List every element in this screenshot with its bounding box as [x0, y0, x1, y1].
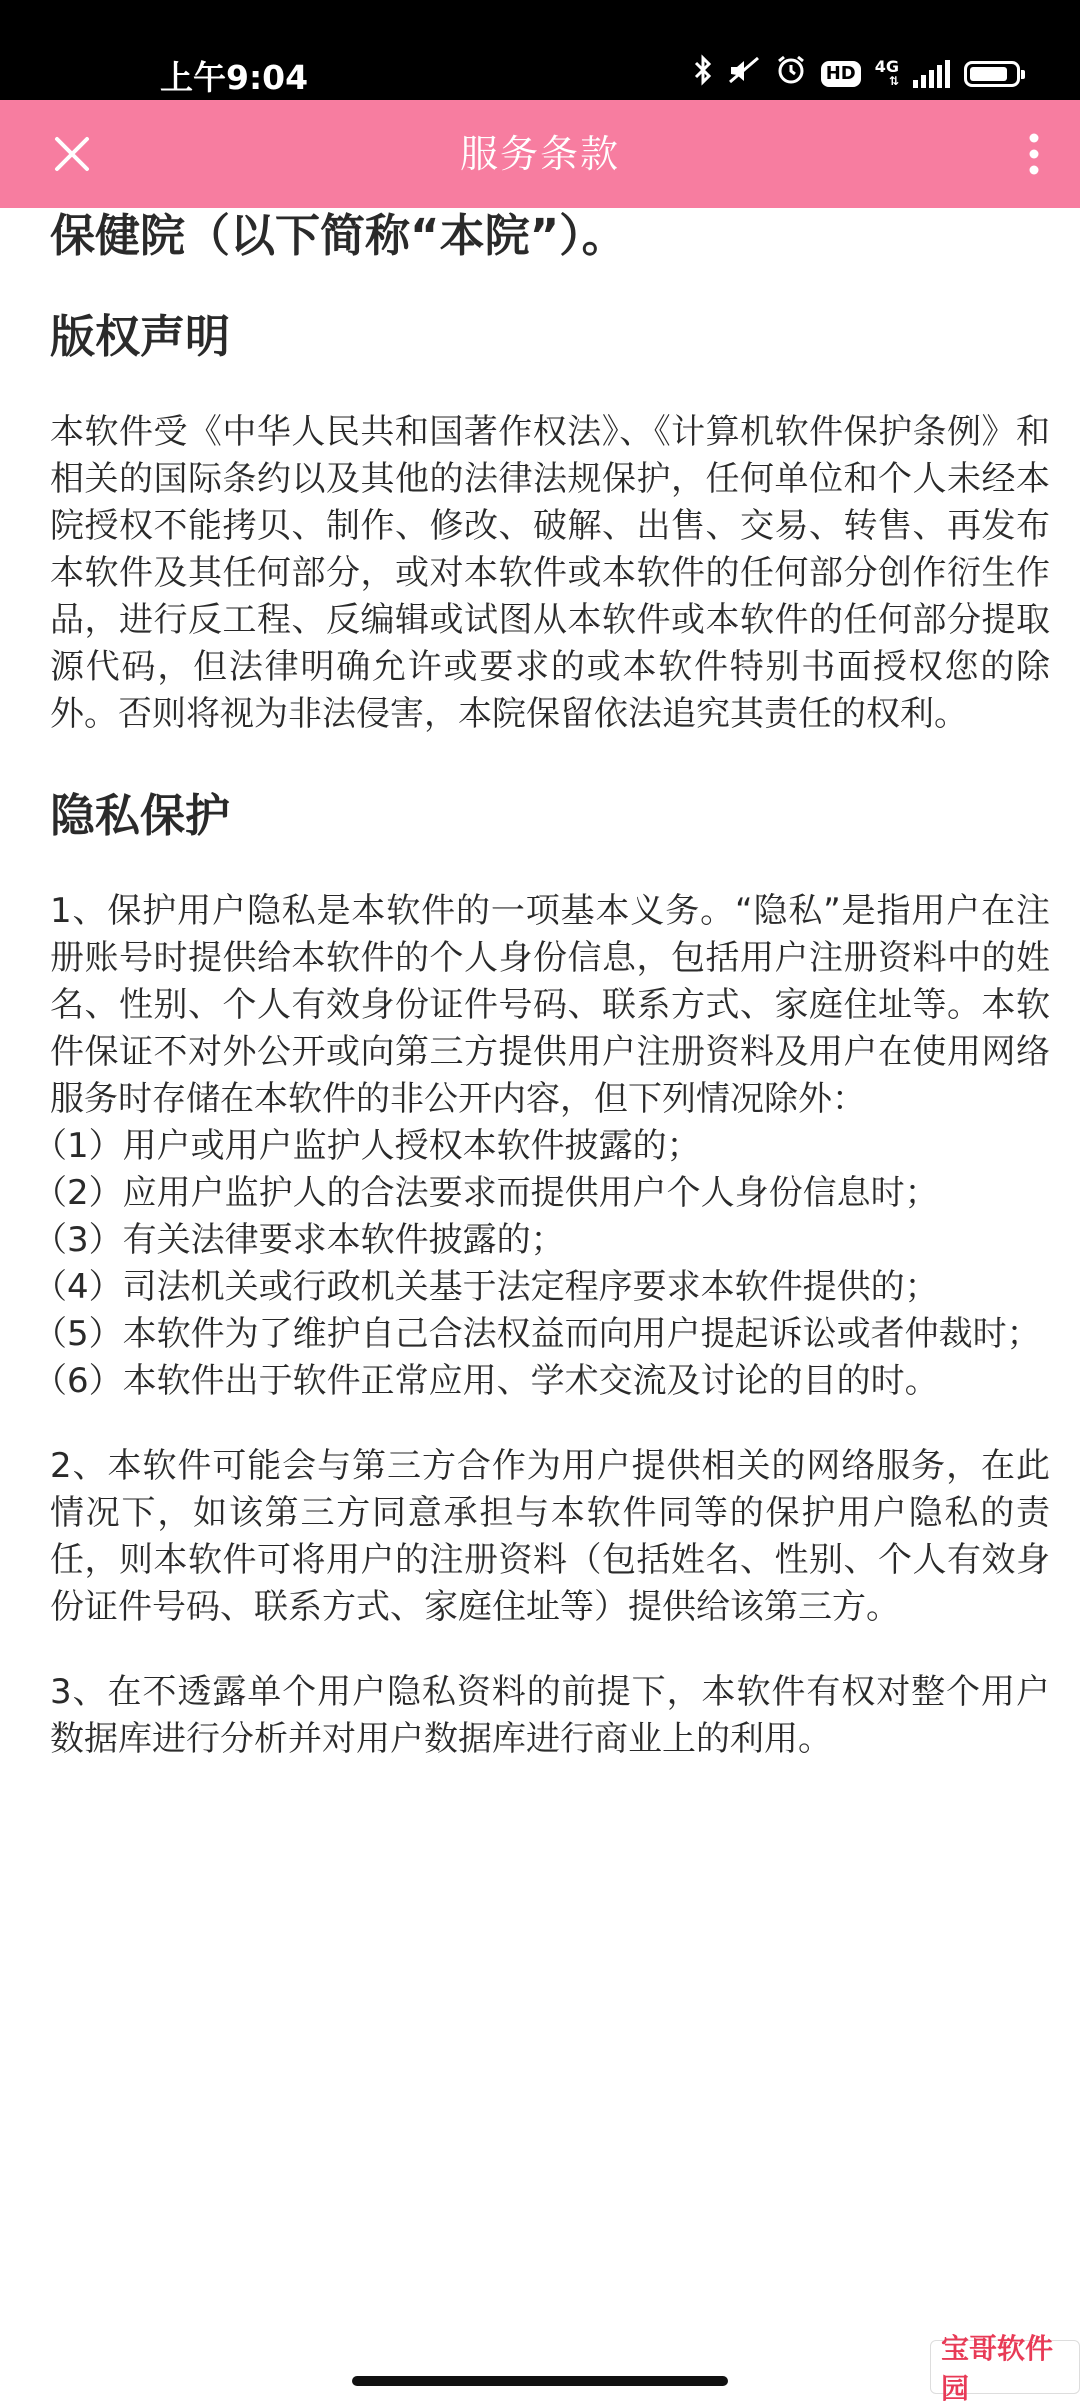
privacy-clause-1 [33, 888, 1050, 1405]
app-bar [0, 100, 1080, 208]
bluetooth-icon [693, 54, 713, 95]
network-icon: 4G ⇅ [874, 57, 899, 88]
list-item: （4）司法机关或行政机关基于法定程序要求本软件提供的； [33, 1267, 939, 1307]
list-item: （6）本软件出于软件正常应用、学术交流及讨论的目的时。 [33, 1361, 939, 1401]
section-heading-copyright: 版权声明 [50, 310, 231, 363]
privacy-paragraph-3: 3、在不透露单个用户隐私资料的前提下，本软件有权对整个用户数据库进行分析并对用户数据库进行商业上的利用。 [50, 1672, 1050, 1759]
more-vertical-icon[interactable] [1004, 124, 1064, 184]
hd-icon: HD [821, 61, 861, 87]
lead-text: 保健院（以下简称“本院”）。 [50, 209, 627, 262]
watermark-logo: 宝哥软件园 [930, 2340, 1080, 2394]
privacy-paragraph-1: 1、保护用户隐私是本软件的一项基本义务。“隐私”是指用户在注册账号时提供给本软件的个人身份信息，包括用户注册资料中的姓名、性别、个人有效身份证件号码、联系方式、家庭住址等。本软件保证不对外公开或向第三方提供用户注册资料及用户在使用网络服务时存储在本软件的非公开内容，但下列情况除外： [50, 891, 1050, 1119]
list-item: （1）用户或用户监护人授权本软件披露的； [33, 1126, 701, 1166]
mute-icon [727, 54, 761, 95]
list-item: （5）本软件为了维护自己合法权益而向用户提起诉讼或者仲裁时； [33, 1314, 1041, 1354]
terms-content [33, 200, 1050, 1763]
status-time: 上午9:04 [160, 58, 309, 97]
status-bar [0, 0, 1080, 100]
network-label: 4G [874, 57, 899, 76]
status-icons [693, 56, 1020, 92]
privacy-paragraph-2: 2、本软件可能会与第三方合作为用户提供相关的网络服务，在此情况下，如该第三方同意承担与本软件同等的保护用户隐私的责任，则本软件可将用户的注册资料（包括姓名、性别、个人有效身份证件号码、联系方式、家庭住址等）提供给该第三方。 [50, 1446, 1050, 1627]
page-title: 服务条款 [459, 132, 620, 176]
section-heading-privacy: 隐私保护 [50, 789, 231, 842]
signal-icon [913, 60, 950, 88]
battery-icon [964, 61, 1020, 87]
list-item: （3）有关法律要求本软件披露的； [33, 1220, 565, 1260]
alarm-icon [775, 54, 807, 95]
copyright-paragraph: 本软件受《中华人民共和国著作权法》、《计算机软件保护条例》和相关的国际条约以及其他的法律法规保护，任何单位和个人未经本院授权不能拷贝、制作、修改、破解、出售、交易、转售、再发布本软件及其任何部分，或对本软件或本软件的任何部分创作衍生作品，进行反工程、反编辑或试图从本软件或本软件的任何部分提取源代码，但法律明确允许或要求的或本软件特别书面授权您的除外。否则将视为非法侵害，本院保留依法追究其责任的权利。 [50, 412, 1050, 734]
home-indicator[interactable] [352, 2376, 728, 2386]
list-item: （2）应用户监护人的合法要求而提供用户个人身份信息时； [33, 1173, 939, 1213]
exception-list [33, 1123, 1050, 1405]
